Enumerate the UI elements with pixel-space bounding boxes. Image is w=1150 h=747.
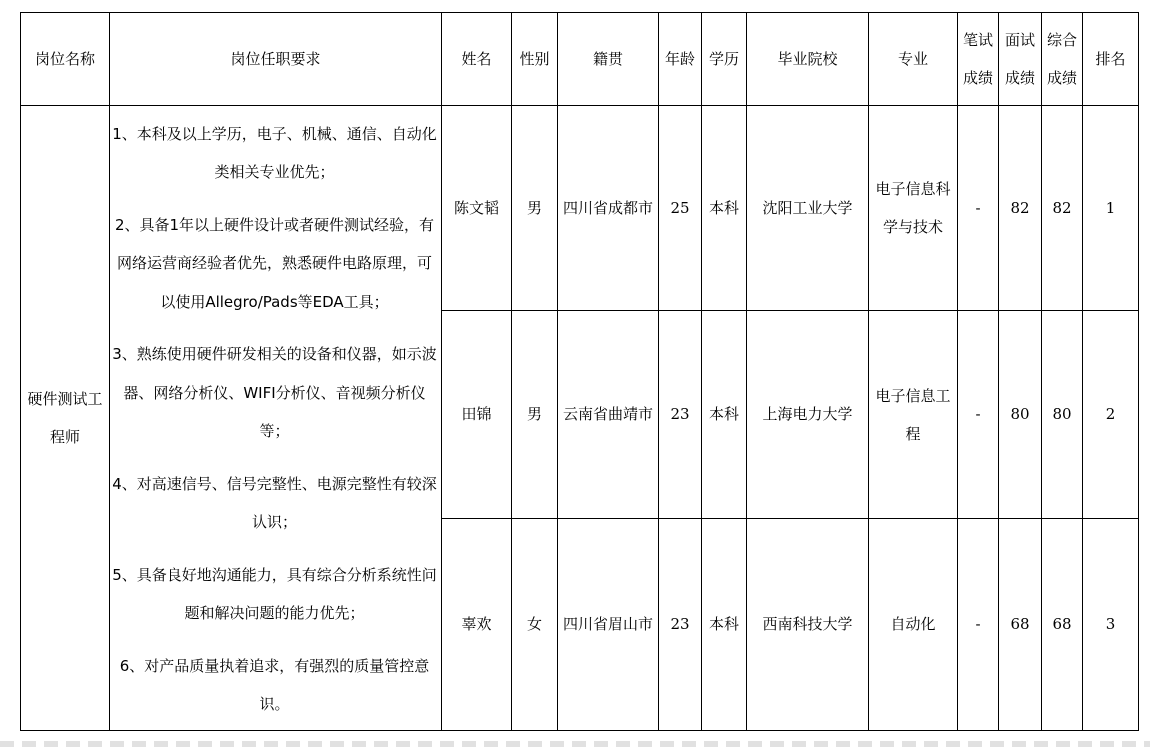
header-interview-line1: 面试 [1004,31,1035,49]
candidate-gender: 男 [512,311,558,519]
candidate-origin: 四川省成都市 [558,106,659,311]
table-row [21,106,1139,311]
candidate-rank: 1 [1083,106,1139,311]
candidate-age: 23 [659,519,702,731]
candidate-major-line2: 程 [905,424,921,443]
candidate-total-score: 68 [1042,519,1083,731]
header-row [21,13,1139,106]
candidate-education: 本科 [702,311,747,519]
candidate-school: 上海电力大学 [747,311,869,519]
requirement-item: 5、具备良好地沟通能力，具有综合分析系统性问题和解决问题的能力优先； [112,565,437,622]
candidate-major-line1: 电子信息工 [875,386,951,405]
candidate-interview-score: 80 [999,311,1042,519]
header-written-line2: 成绩 [962,69,993,87]
candidate-name: 辜欢 [442,519,512,731]
header-total-line1: 综合 [1046,31,1077,49]
candidate-name: 田锦 [442,311,512,519]
candidate-age: 25 [659,106,702,311]
candidate-education: 本科 [702,106,747,311]
candidate-school: 西南科技大学 [747,519,869,731]
candidate-interview-score: 68 [999,519,1042,731]
candidate-written-score: - [958,519,999,731]
header-gender: 性别 [512,13,558,106]
candidate-total-score: 82 [1042,106,1083,311]
header-rank: 排名 [1083,13,1139,106]
candidate-major [869,311,958,519]
position-title-cell [21,106,110,731]
header-written-score [958,13,999,106]
candidate-gender: 男 [512,106,558,311]
candidate-major: 自动化 [869,519,958,731]
requirement-item: 3、熟练使用硬件研发相关的设备和仪器，如示波器、网络分析仪、WIFI分析仪、音视频分析仪等； [112,345,437,440]
candidate-rank: 3 [1083,519,1139,731]
header-position-name: 岗位名称 [21,13,110,106]
header-total-line2: 成绩 [1046,69,1077,87]
candidate-major [869,106,958,311]
header-total-score [1042,13,1083,106]
position-title-line1: 硬件测试工 [27,390,103,408]
header-interview-line2: 成绩 [1004,69,1035,87]
candidate-gender: 女 [512,519,558,731]
requirement-item: 4、对高速信号、信号完整性、电源完整性有较深认识； [112,474,437,531]
candidate-origin: 四川省眉山市 [558,519,659,731]
header-name: 姓名 [442,13,512,106]
candidate-written-score: - [958,311,999,519]
header-school: 毕业院校 [747,13,869,106]
cropped-next-line [0,741,1150,747]
candidate-major-line1: 电子信息科 [875,180,951,198]
header-requirements: 岗位任职要求 [110,13,442,106]
header-age: 年龄 [659,13,702,106]
candidate-written-score: - [958,106,999,311]
header-written-line1: 笔试 [962,31,993,49]
requirement-item: 6、对产品质量执着追求，有强烈的质量管控意识。 [119,656,430,713]
header-origin: 籍贯 [558,13,659,106]
requirement-item: 1、本科及以上学历，电子、机械、通信、自动化类相关专业优先； [112,124,437,181]
header-interview-score [999,13,1042,106]
candidate-rank: 2 [1083,311,1139,519]
candidate-age: 23 [659,311,702,519]
header-education: 学历 [702,13,747,106]
requirements-cell [110,106,442,731]
candidate-interview-score: 82 [999,106,1042,311]
requirement-item: 2、具备1年以上硬件设计或者硬件测试经验，有网络运营商经验者优先，熟悉硬件电路原理，可以使用Allegro/Pads等EDA工具； [114,215,435,311]
header-major: 专业 [869,13,958,106]
position-title-line2: 程师 [49,428,80,446]
candidate-name: 陈文韬 [442,106,512,311]
candidate-education: 本科 [702,519,747,731]
candidate-origin: 云南省曲靖市 [558,311,659,519]
results-table [20,12,1139,731]
candidate-total-score: 80 [1042,311,1083,519]
candidate-major-line2: 学与技术 [882,218,943,236]
candidate-school: 沈阳工业大学 [747,106,869,311]
